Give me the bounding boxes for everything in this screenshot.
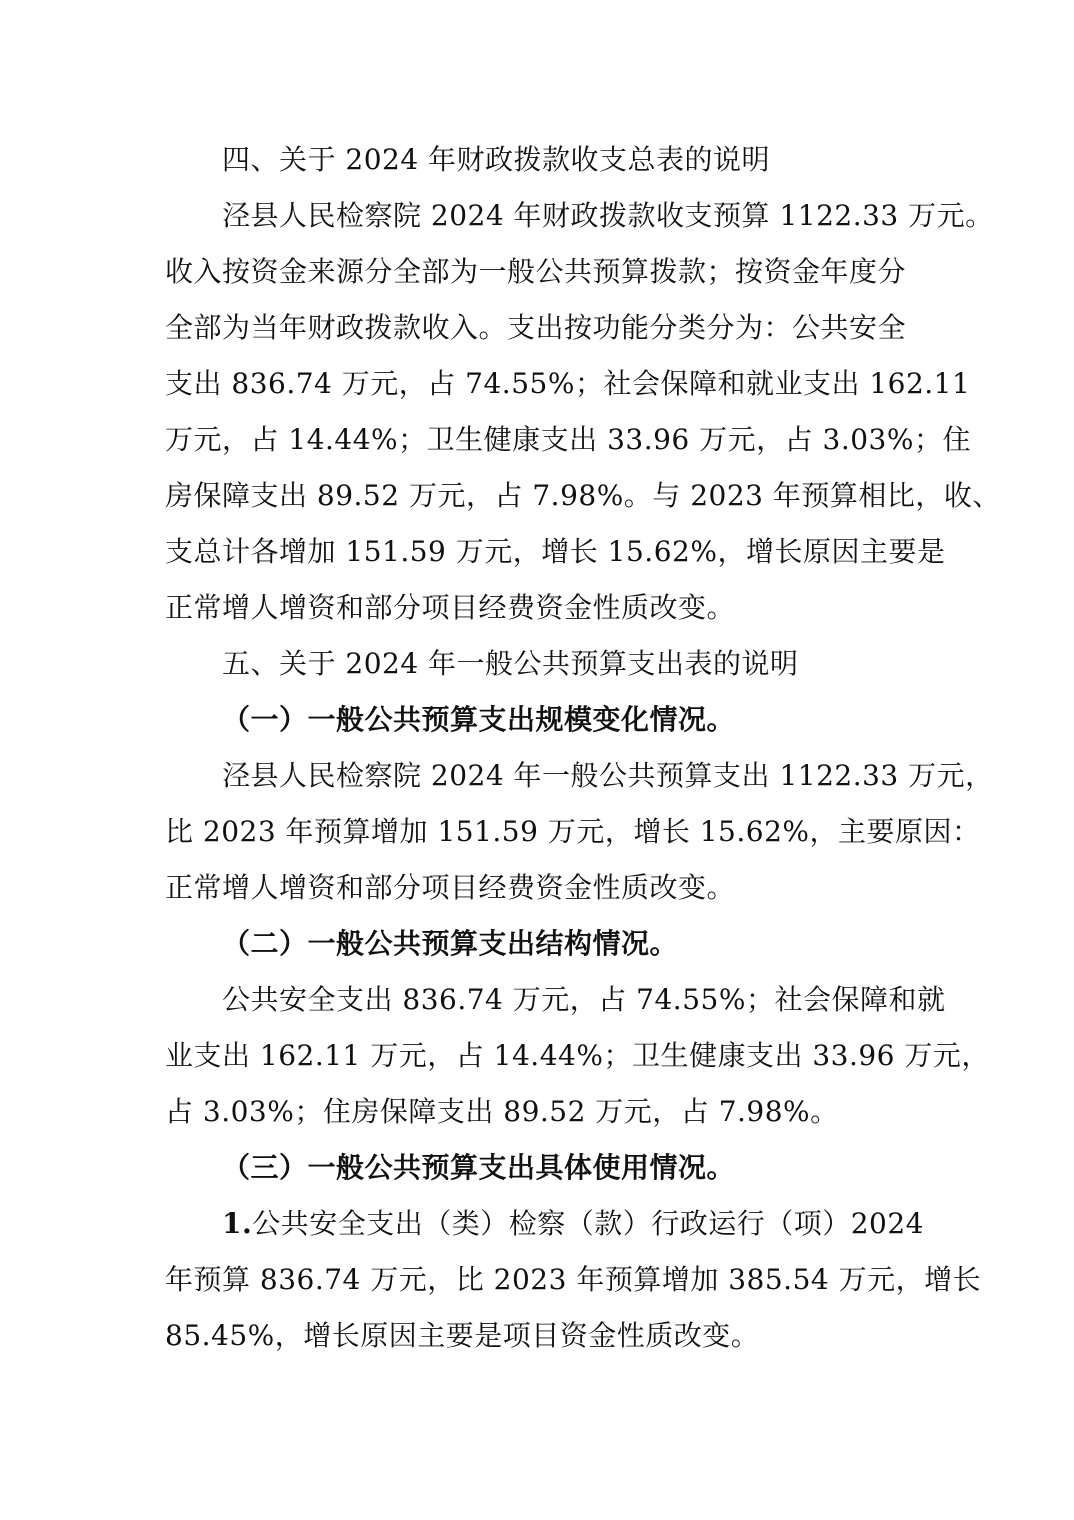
paragraph-line: 比 2023 年预算增加 151.59 万元，增长 15.62%，主要原因：	[165, 815, 981, 848]
paragraph-line: 业支出 162.11 万元，占 14.44%；卫生健康支出 33.96 万元，	[165, 1039, 990, 1072]
paragraph-line: 公共安全支出 836.74 万元，占 74.55%；社会保障和就	[222, 983, 946, 1016]
paragraph-line: 房保障支出 89.52 万元，占 7.98%。与 2023 年预算相比，收、	[165, 479, 1001, 512]
paragraph-line: 泾县人民检察院 2024 年一般公共预算支出 1122.33 万元，	[222, 759, 994, 792]
paragraph-line: 支出 836.74 万元，占 74.55%；社会保障和就业支出 162.11	[165, 367, 971, 400]
paragraph-line: 占 3.03%；住房保障支出 89.52 万元，占 7.98%。	[165, 1095, 839, 1128]
subsection-2-heading: （二）一般公共预算支出结构情况。	[222, 927, 679, 960]
subsection-1-heading: （一）一般公共预算支出规模变化情况。	[222, 703, 736, 736]
paragraph-line: 年预算 836.74 万元，比 2023 年预算增加 385.54 万元，增长	[165, 1263, 982, 1296]
item-1-text: 公共安全支出（类）检察（款）行政运行（项）2024	[252, 1207, 924, 1240]
paragraph-line: 85.45%，增长原因主要是项目资金性质改变。	[165, 1319, 760, 1352]
paragraph-line: 收入按资金来源分全部为一般公共预算拨款；按资金年度分	[165, 255, 907, 288]
paragraph-line: 支总计各增加 151.59 万元，增长 15.62%，增长原因主要是	[165, 535, 946, 568]
paragraph-line: 正常增人增资和部分项目经费资金性质改变。	[165, 871, 736, 904]
section-4-heading: 四、关于 2024 年财政拨款收支总表的说明	[222, 143, 771, 176]
item-1-number: 1.	[222, 1207, 253, 1240]
document-body	[165, 132, 1001, 1364]
paragraph-line: 泾县人民检察院 2024 年财政拨款收支预算 1122.33 万元。	[222, 199, 994, 232]
section-5-heading: 五、关于 2024 年一般公共预算支出表的说明	[222, 647, 799, 680]
subsection-3-heading: （三）一般公共预算支出具体使用情况。	[222, 1151, 736, 1184]
paragraph-line: 正常增人增资和部分项目经费资金性质改变。	[165, 591, 736, 624]
paragraph-line: 万元，占 14.44%；卫生健康支出 33.96 万元，占 3.03%；住	[165, 423, 971, 456]
paragraph-line: 全部为当年财政拨款收入。支出按功能分类分为：公共安全	[165, 311, 907, 344]
item-1-line	[165, 1196, 924, 1252]
